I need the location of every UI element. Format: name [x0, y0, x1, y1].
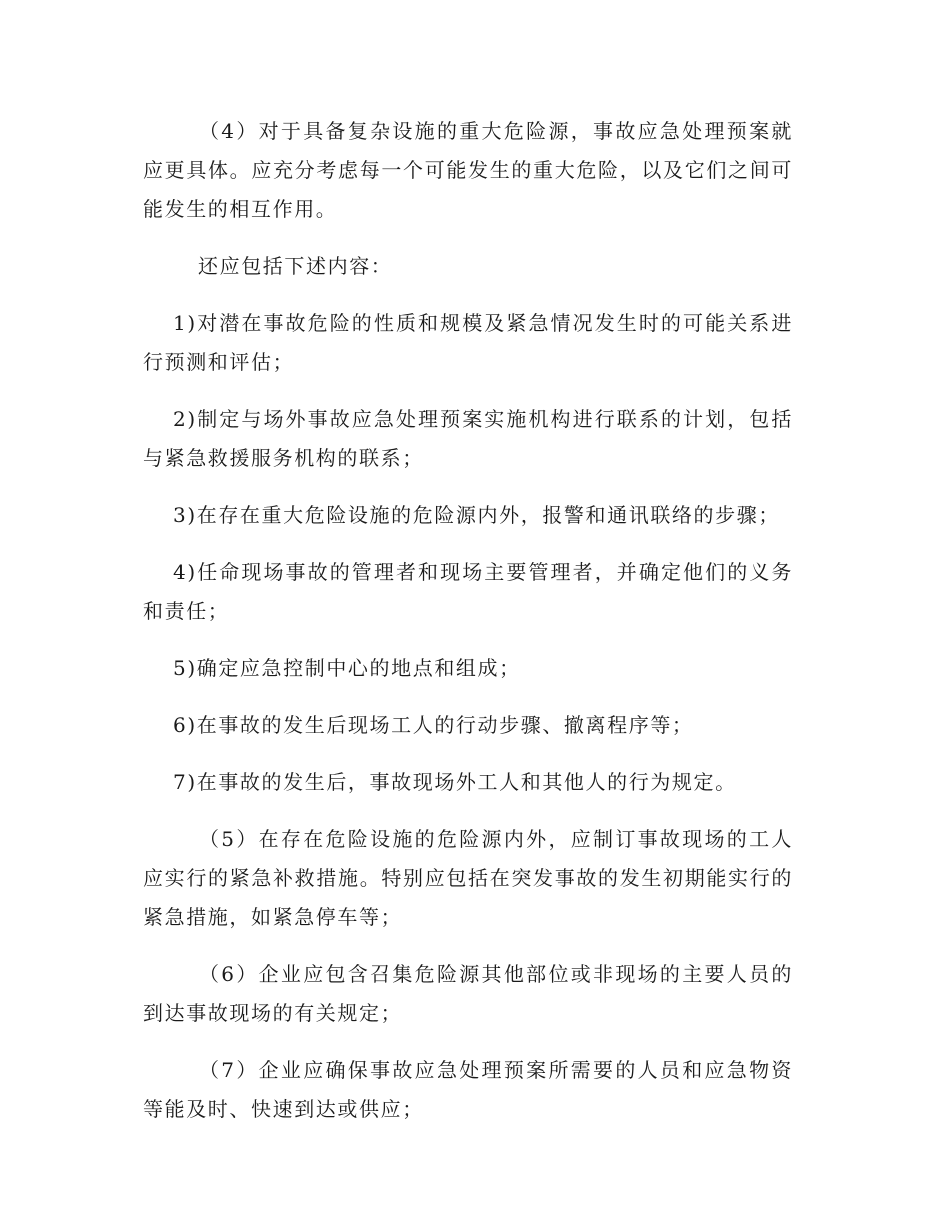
list-item-1: 1)对潜在事故危险的性质和规模及紧急情况发生时的可能关系进行预测和评估；: [143, 311, 793, 374]
paragraph-item-6: （6）企业应包含召集危险源其他部位或非现场的主要人员的到达事故现场的有关规定；: [143, 962, 793, 1025]
paragraph-item-5: （5）在存在危险设施的危险源内外，应制订事故现场的工人应实行的紧急补救措施。特别应包括在突发事故的发生初期能实行的紧急措施，如紧急停车等；: [143, 827, 793, 929]
list-item-6: 6)在事故的发生后现场工人的行动步骤、撤离程序等；: [173, 713, 694, 737]
paragraph-item-7: （7）企业应确保事故应急处理预案所需要的人员和应急物资等能及时、快速到达或供应；: [143, 1058, 793, 1121]
list-item-3: 3)在存在重大危险设施的危险源内外，报警和通讯联络的步骤；: [173, 503, 780, 527]
list-item-5: 5)确定应急控制中心的地点和组成；: [173, 656, 521, 680]
list-item-7: 7)在事故的发生后，事故现场外工人和其他人的行为规定。: [173, 770, 737, 794]
list-item-4: 4)任命现场事故的管理者和现场主要管理者，并确定他们的义务和责任；: [143, 560, 793, 623]
paragraph-intro-contents: 还应包括下述内容：: [198, 254, 393, 278]
list-item-2: 2)制定与场外事故应急处理预案实施机构进行联系的计划，包括与紧急救援服务机构的联系；: [143, 407, 793, 470]
paragraph-item-4: （4）对于具备复杂设施的重大危险源，事故应急处理预案就应更具体。应充分考虑每一个可能发生的重大危险，以及它们之间可能发生的相互作用。: [143, 119, 793, 221]
document-body: [143, 112, 793, 1147]
